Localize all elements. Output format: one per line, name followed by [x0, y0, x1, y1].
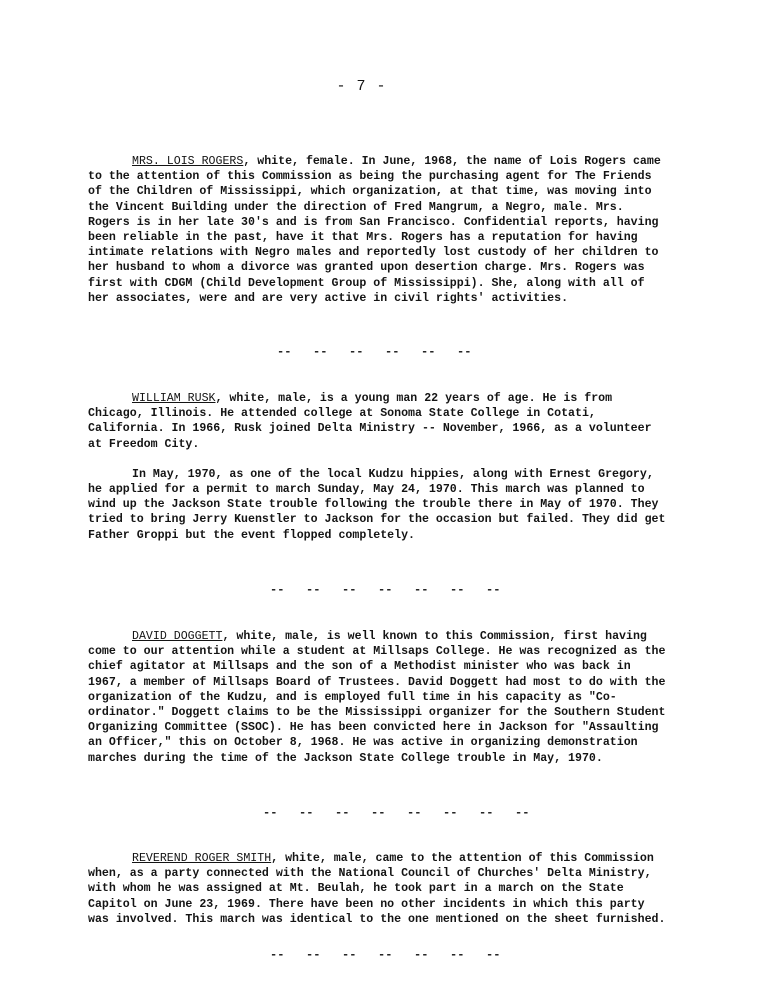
section-separator: -- -- -- -- -- -- --: [270, 948, 501, 962]
entry-text: , white, female. In June, 1968, the name of Lois Rogers came to the attention of this Commission as being the purchasing agent for The Friends of the Children of Mississippi, which organization, at that time, was moving into the Vincent Building under the direction of Fred Mangrum, a Negro, male. Mrs. Rogers is in her late 30's and is from San Francisco. Confidential reports, having been reliable in the past, have it that Mrs. Rogers has a reputation for having intimate relations with Negro males and reportedly lost custody of her children to her husband to whom a divorce was granted upon desertion charge. Mrs. Rogers was first with CDGM (Child Development Group of Mississippi). She, along with all of her associates, were and are very active in civil rights' activities.: [88, 155, 661, 305]
entry-name: DAVID DOGGETT: [132, 630, 223, 643]
entry-paragraph: [88, 851, 668, 927]
entry-text: , white, male, came to the attention of this Commission when, as a party connected with the National Council of Churches' Delta Ministry, with whom he was assigned at Mt. Beulah, he took part in a march on the State Capitol on June 23, 1969. There have been no other incidents in which this party was involved. This march was identical to the one mentioned on the sheet furnished.: [88, 852, 666, 926]
section-separator: -- -- -- -- -- -- --: [270, 583, 501, 597]
entry-name: WILLIAM RUSK: [132, 392, 216, 405]
entry-paragraph: In May, 1970, as one of the local Kudzu hippies, along with Ernest Gregory, he applied for a permit to march Sunday, May 24, 1970. This march was planned to wind up the Jackson State trouble following the trouble there in May of 1970. They tried to bring Jerry Kuenstler to Jackson for the occasion but failed. They did get Father Groppi but the event flopped completely.: [88, 467, 666, 542]
section-separator: -- -- -- -- -- -- -- --: [263, 806, 530, 820]
entry-paragraph: [88, 629, 668, 766]
entry-name: MRS. LOIS ROGERS: [132, 155, 244, 168]
entry-roger-smith: [88, 851, 668, 927]
entry-paragraph: [88, 154, 668, 306]
entry-william-rusk: [88, 391, 668, 543]
page-number: - 7 -: [336, 78, 387, 95]
entry-name: REVEREND ROGER SMITH: [132, 852, 272, 865]
entry-paragraph: [88, 391, 668, 452]
section-separator: -- -- -- -- -- --: [277, 345, 472, 359]
entry-text: , white, male, is well known to this Commission, first having come to our attention while a student at Millsaps College. He was recognized as the chief agitator at Millsaps and the son of a Methodist minister who was back in 1967, a member of Millsaps Board of Trustees. David Doggett had most to do with the organization of the Kudzu, and is employed full time in his capacity as "Co-ordinator." Doggett claims to be the Mississippi organizer for the Southern Student Organizing Committee (SSOC). He has been convicted here in Jackson for "Assaulting an Officer," this on October 8, 1968. He was active in organizing demonstration marches during the time of the Jackson State College trouble in May, 1970.: [88, 630, 666, 765]
entry-lois-rogers: [88, 154, 668, 306]
entry-text: , white, male, is a young man 22 years of age. He is from Chicago, Illinois. He attended college at Sonoma State College in Cotati, California. In 1966, Rusk joined Delta Ministry -- November, 1966, as a volunteer at Freedom City.: [88, 392, 652, 451]
entry-david-doggett: [88, 629, 668, 766]
